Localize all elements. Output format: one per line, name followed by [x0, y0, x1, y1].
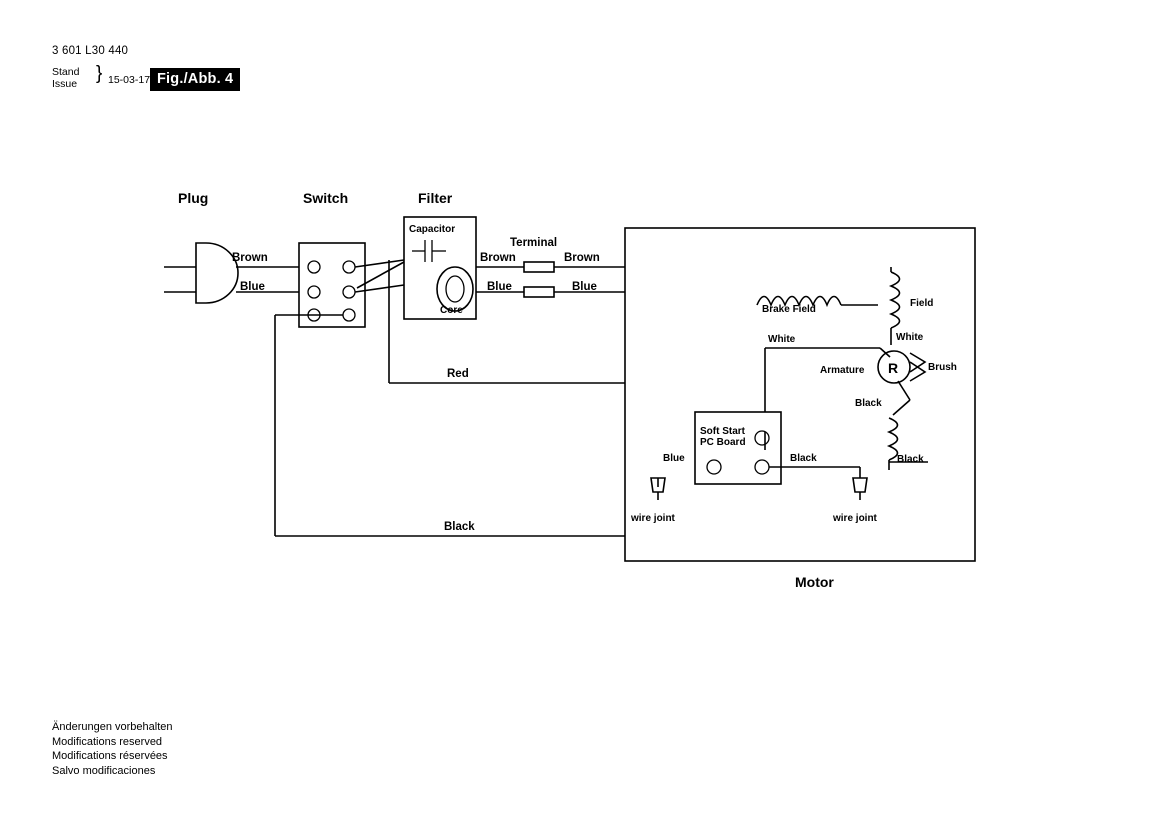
- heading-filter: Filter: [418, 190, 453, 206]
- label-core: Core: [440, 305, 463, 316]
- label-brush: Brush: [928, 362, 957, 373]
- soft-start-board: [695, 412, 781, 484]
- label-armature: Armature: [820, 365, 865, 376]
- label-filter-out-blue: Blue: [487, 281, 512, 293]
- footer-line-de: Änderungen vorbehalten: [52, 721, 173, 733]
- issue-label: Issue: [52, 78, 78, 90]
- part-number: 3 601 L30 440: [52, 45, 129, 57]
- footer-line-fr: Modifications réservées: [52, 750, 168, 762]
- stand-label: Stand: [52, 66, 80, 78]
- label-blue-softstart: Blue: [663, 453, 685, 464]
- label-field: Field: [910, 298, 934, 309]
- label-white-upper: White: [768, 334, 796, 345]
- label-brake-field: Brake Field: [762, 304, 816, 315]
- brace-glyph: }: [96, 63, 103, 84]
- terminal-blue: [524, 287, 554, 297]
- label-wire-joint-right: wire joint: [833, 513, 877, 524]
- label-wire-joint-left: wire joint: [631, 513, 675, 524]
- label-black-softstart: Black: [790, 453, 817, 464]
- motor-enclosure: [625, 228, 975, 561]
- heading-plug: Plug: [178, 190, 209, 206]
- issue-date: 15-03-17: [108, 74, 151, 86]
- footer-line-en: Modifications reserved: [52, 735, 163, 748]
- figure-badge: Fig./Abb. 4: [150, 68, 240, 91]
- label-red: Red: [447, 368, 469, 380]
- label-plug-blue: Blue: [240, 281, 265, 293]
- label-white-motor: White: [896, 332, 924, 343]
- label-soft-start-1: Soft Start: [700, 426, 745, 437]
- label-capacitor: Capacitor: [409, 224, 456, 235]
- label-terminal-blue: Blue: [572, 281, 597, 293]
- heading-switch: Switch: [303, 190, 349, 206]
- heading-motor: Motor: [795, 574, 834, 590]
- label-terminal-brown: Brown: [564, 252, 600, 264]
- label-soft-start-2: PC Board: [700, 437, 746, 448]
- label-black-bottom: Black: [444, 521, 475, 533]
- label-plug-brown: Brown: [232, 252, 268, 264]
- label-black-field: Black: [897, 454, 924, 465]
- armature-symbol: R: [888, 360, 899, 376]
- label-filter-out-brown: Brown: [480, 252, 516, 264]
- footer-line-es: Salvo modificaciones: [52, 764, 156, 777]
- label-black-armature: Black: [855, 398, 882, 409]
- terminal-brown: [524, 262, 554, 272]
- label-terminal: Terminal: [510, 237, 558, 249]
